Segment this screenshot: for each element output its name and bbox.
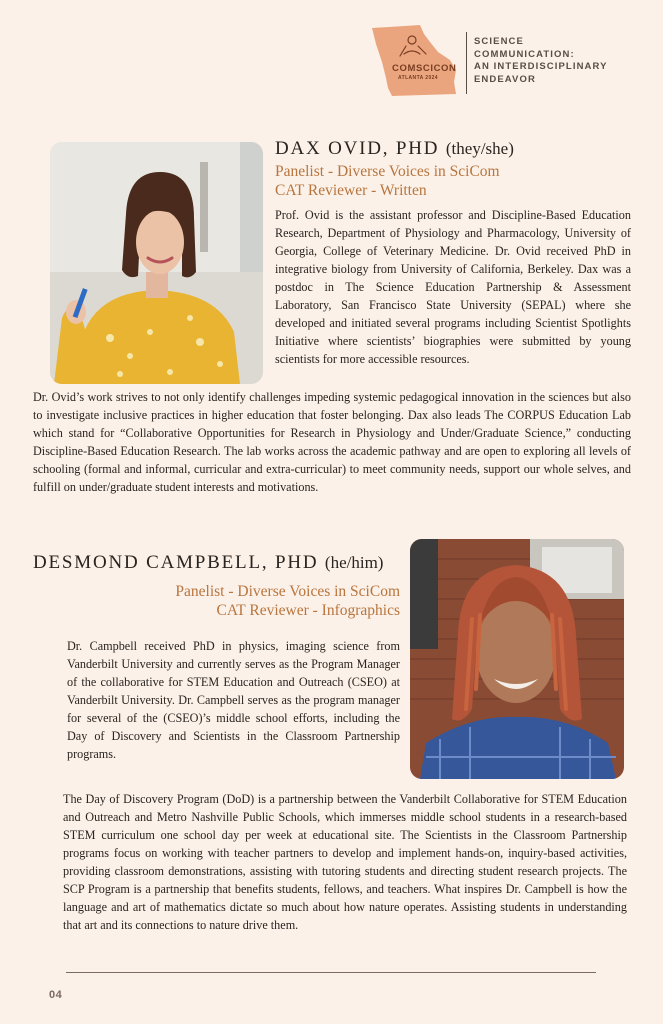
page-number: 04: [49, 989, 63, 1001]
logo-text: COMSCICON: [392, 63, 457, 74]
panelist-photo-desmond-campbell: [410, 539, 624, 779]
panelist-name: [33, 552, 383, 574]
name-text: DESMOND CAMPBELL, PHD: [33, 552, 319, 573]
panelist-name: [275, 138, 514, 160]
role-line: Panelist - Diverse Voices in SciCom: [275, 163, 500, 180]
role-line: Panelist - Diverse Voices in SciCom: [175, 583, 400, 600]
header-divider: [466, 32, 467, 94]
role-line: CAT Reviewer - Infographics: [216, 602, 400, 619]
logo-subtext: ATLANTA 2024: [398, 75, 438, 81]
header-title-line: SCIENCE: [474, 36, 524, 47]
header-title-line: ENDEAVOR: [474, 73, 536, 85]
panelist-roles: [60, 582, 400, 620]
footer-divider: [66, 972, 596, 973]
panelist-details: Dr. Ovid’s work strives to not only identify challenges impeding systemic pedagogical innovation in the sciences but also to investigate inclusive practices in higher education that foster belonging. Dax also leads The CORPUS Education Lab which stand for “Collaborative Opportunities for Research in Physiology and Under/Graduate Science,” conducting Discipline-Based Education Research. The lab works across the academic pathway and are open to exploring all levels of schooling (formal and informal, curricular and extra-curricular) to meet community needs, support our whole selves, and fulfill on under/graduate student interests and motivations.: [33, 390, 631, 494]
header-title-line: AN INTERDISCIPLINARY: [474, 61, 608, 72]
panelist-bio: Dr. Campbell received PhD in physics, imaging science from Vanderbilt University and currently serves as the Program Manager of the collaborative for STEM Education and Outreach (CSEO) at Vanderbilt University. Dr. Campbell serves as the program manager for several of the (CSEO)’s middle school efforts, including the Day of Discovery and Scientists in the Classroom Partnership programs.: [67, 639, 400, 761]
panelist-photo-dax-ovid: [50, 142, 263, 384]
comscicon-logo: [370, 22, 462, 98]
role-line: CAT Reviewer - Written: [275, 182, 427, 199]
panelist-bio: Prof. Ovid is the assistant professor and Discipline-Based Education Research, Department of Physiology and Pharmacology, University of Georgia, College of Veterinary Medicine. Dr. Ovid received PhD in integrative biology from University of California, Berkeley. Dax was a postdoc in The Science Education Partnership & Assessment Laboratory, San Francisco State University (SEPAL) where she developed and initiated several programs including Scientist Spotlights Initiative where scientists’ biographies were submitted by young scientists for more accessible resources.: [275, 208, 631, 366]
panelist-details: The Day of Discovery Program (DoD) is a partnership between the Vanderbilt Collaborative for STEM Education and Outreach and Metro Nashville Public Schools, which immerses middle school students in a research-based STEM curriculum one school day per week at educational site. The Scientists in the Classroom Partnership programs focus on working with teacher partners to develop and implement hands-on, inquiry-based activities, providing classroom demonstrations, assisting with tutoring students and directing student research projects. The SCP Program is a partnership that benefits students, fellows, and teachers. What inspires Dr. Campbell is how the language and art of mathematics dictate so much about how nature operates. Assisting students in understanding that art and its connections to nature drive them.: [63, 792, 627, 932]
header-title: [474, 36, 644, 86]
georgia-map-icon: [370, 22, 462, 98]
pronouns: (they/she): [445, 139, 514, 158]
page-header: [370, 22, 640, 98]
pronouns: (he/him): [324, 553, 384, 572]
header-title-line: COMMUNICATION:: [474, 48, 575, 60]
panelist-roles: [275, 162, 500, 200]
name-text: DAX OVID, PHD: [275, 138, 440, 159]
